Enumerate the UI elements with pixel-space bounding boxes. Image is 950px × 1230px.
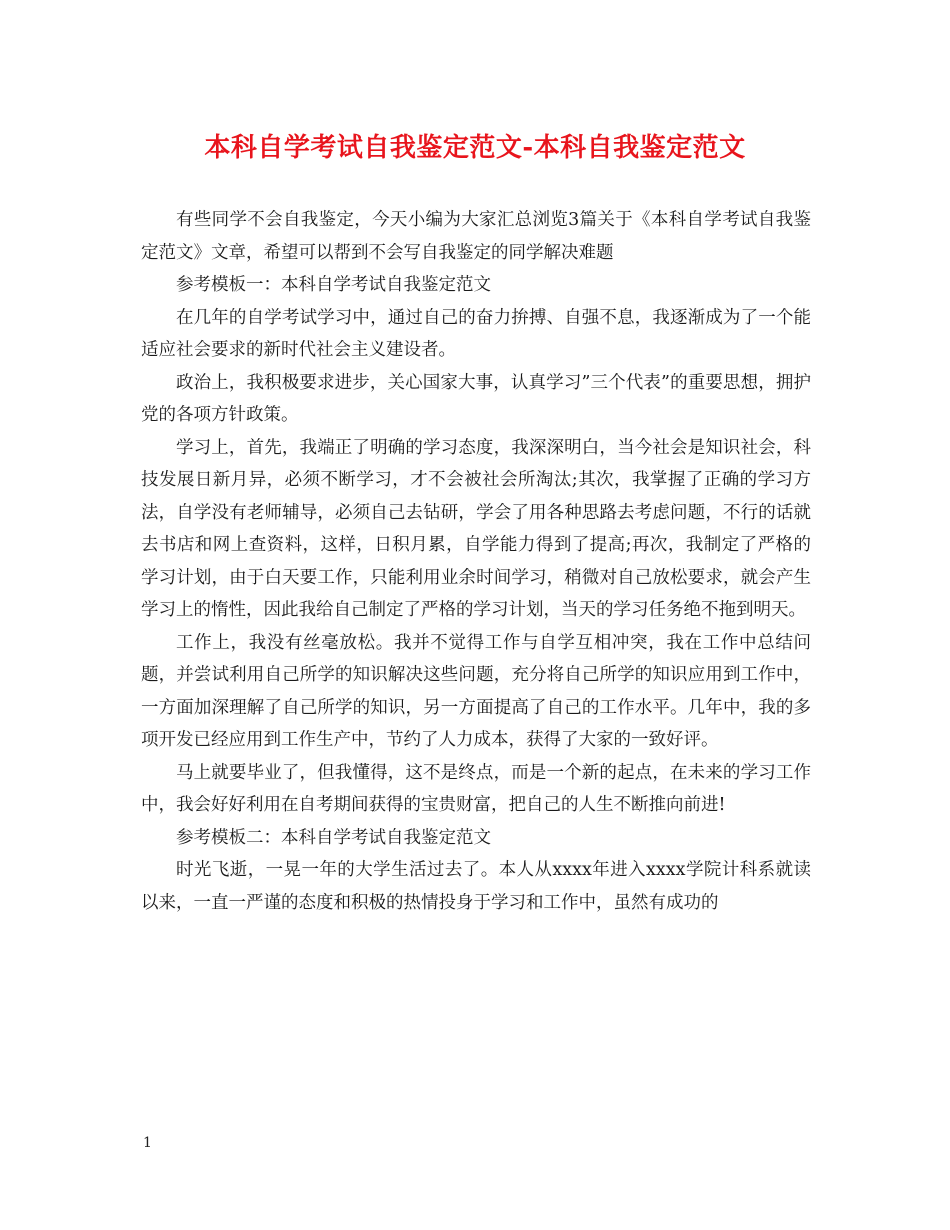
paragraph-template-two-heading: 参考模板二：本科自学考试自我鉴定范文 bbox=[176, 827, 491, 848]
paragraph-template-one-heading: 参考模板一：本科自学考试自我鉴定范文 bbox=[176, 275, 491, 295]
paragraph: 在几年的自学考试学习中，通过自己的奋力拚搏、自强不息，我逐渐成为了一个能适应社会要求的新时代社会主义建设者。 bbox=[141, 307, 811, 360]
paragraph: 工作上，我没有丝毫放松。我并不觉得工作与自学互相冲突，我在工作中总结问题，并尝试利用自己所学的知识解决这些问题，充分将自己所学的知识应用到工作中，一方面加深理解了自己所学的知识，另一方面提高了自己的工作水平。几年中，我的多项开发已经应用到工作生产中，节约了人力成本，获得了大家的一致好评。 bbox=[141, 632, 811, 750]
page-number: 1 bbox=[143, 1135, 152, 1151]
paragraph-intro: 有些同学不会自我鉴定，今天小编为大家汇总浏览3篇关于《本科自学考试自我鉴定范文》文章，希望可以帮到不会写自我鉴定的同学解决难题 bbox=[141, 210, 811, 263]
paragraph: 政治上，我积极要求进步，关心国家大事，认真学习”三个代表”的重要思想，拥护党的各项方针政策。 bbox=[141, 372, 811, 425]
paragraph: 学习上，首先，我端正了明确的学习态度，我深深明白，当今社会是知识社会，科技发展日新月异，必须不断学习，才不会被社会所淘汰;其次，我掌握了正确的学习方法，自学没有老师辅导，必须自己去钻研，学会了用各种思路去考虑问题，不行的话就去书店和网上查资料，这样，日积月累，自学能力得到了提高;再次，我制定了严格的学习计划，由于白天要工作，只能利用业余时间学习，稍微对自己放松要求，就会产生学习上的惰性，因此我给自己制定了严格的学习计划，当天的学习任务绝不拖到明天。 bbox=[141, 437, 811, 620]
paragraph: 时光飞逝，一晃一年的大学生活过去了。本人从xxxx年进入xxxx学院计科系就读以来，一直一严谨的态度和积极的热情投身于学习和工作中，虽然有成功的 bbox=[141, 860, 811, 913]
document-body bbox=[141, 204, 811, 919]
paragraph: 马上就要毕业了，但我懂得，这不是终点，而是一个新的起点，在未来的学习工作中，我会好好利用在自考期间获得的宝贵财富，把自己的人生不断推向前进! bbox=[141, 762, 811, 815]
document-title: 本科自学考试自我鉴定范文-本科自我鉴定范文 bbox=[204, 133, 746, 163]
